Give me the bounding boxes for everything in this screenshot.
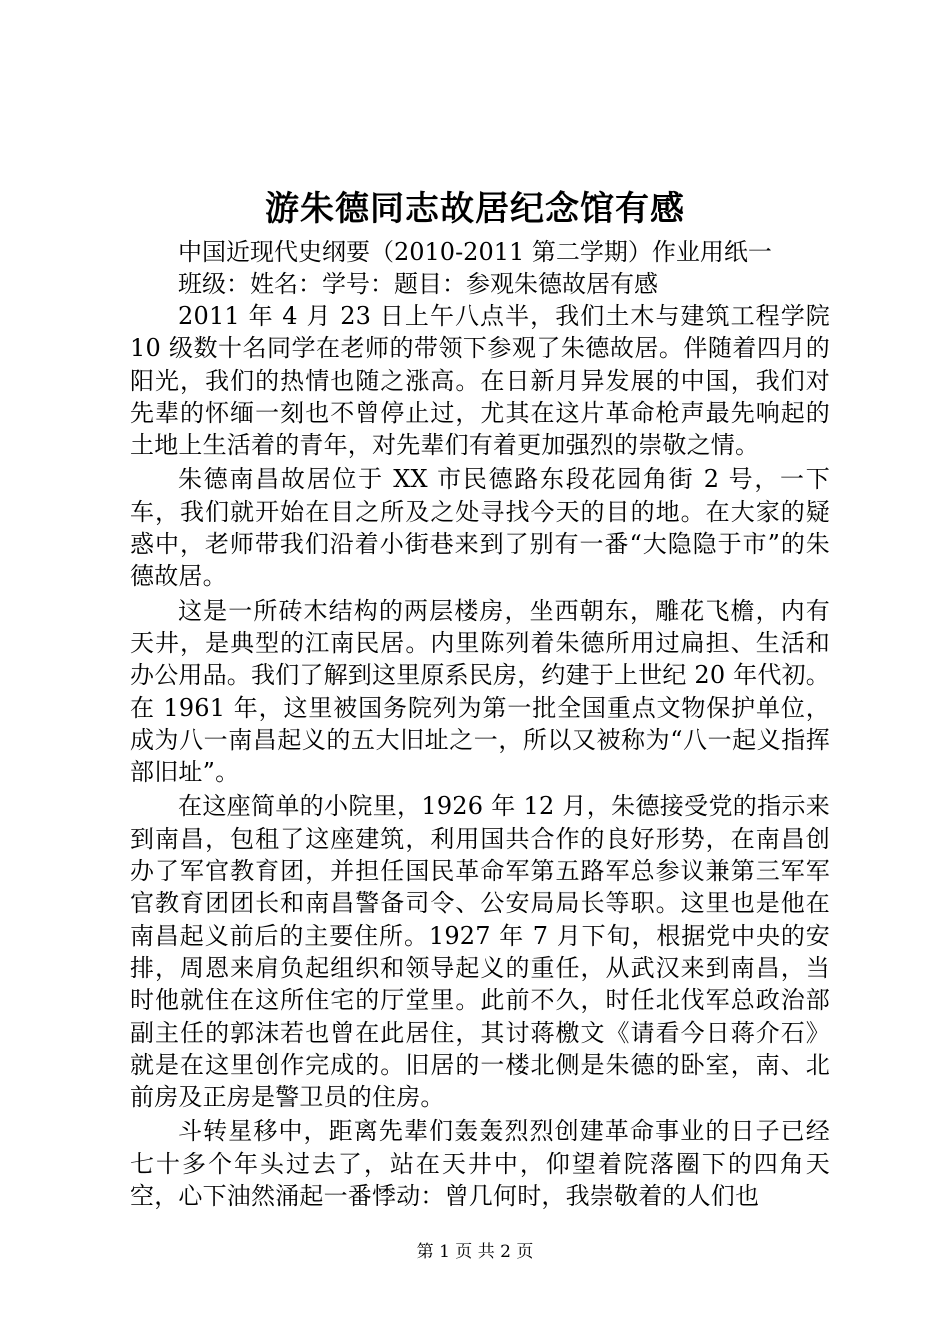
paragraph-4: 在这座简单的小院里，1926 年 12 月，朱德接受党的指示来到南昌，包租了这座建筑，利用国共合作的良好形势，在南昌创办了军官教育团，并担任国民革命军第五路军总参议兼第三军军官教育团团长和南昌警备司令、公安局局长等职。这里也是他在南昌起义前后的主要住所。1927 年 7 月下旬，根据党中央的安排，周恩来肩负起组织和领导起义的重任，从武汉来到南昌，当时他就住在这所住宅的厅堂里。此前不久，时任北伐军总政治部副主任的郭沫若也曾在此居住，其讨蒋檄文《请看今日蒋介石》就是在这里创作完成的。旧居的一楼北侧是朱德的卧室，南、北前房及正房是警卫员的住房。 (130, 792, 830, 1112)
document-body (130, 236, 830, 1214)
paragraph-2: 朱德南昌故居位于 XX 市民德路东段花园角街 2 号，一下车，我们就开始在目之所及之处寻找今天的目的地。在大家的疑惑中，老师带我们沿着小街巷来到了别有一番“大隐隐于市”的朱德故居。 (130, 465, 830, 591)
page-footer: 第 1 页 共 2 页 (416, 1242, 534, 1262)
student-info-line: 班级：姓名：学号：题目：参观朱德故居有感 (178, 270, 658, 298)
paragraph-3: 这是一所砖木结构的两层楼房，坐西朝东，雕花飞檐，内有天井，是典型的江南民居。内里陈列着朱德所用过扁担、生活和办公用品。我们了解到这里原系民房，约建于上世纪 20 年代初。在 1961 年，这里被国务院列为第一批全国重点文物保护单位，成为八一南昌起义的五大旧址之一，所以又被称为“八一起义指挥部旧址”。 (130, 596, 830, 787)
course-header-line: 中国近现代史纲要（2010-2011 第二学期）作业用纸一 (178, 238, 772, 266)
paragraph-5: 斗转星移中，距离先辈们轰轰烈烈创建革命事业的日子已经七十多个年头过去了，站在天井中，仰望着院落圈下的四角天空，心下油然涌起一番悸动：曾几何时，我崇敬着的人们也 (130, 1117, 830, 1211)
document-title: 游朱德同志故居纪念馆有感 (265, 189, 685, 229)
paragraph-1: 2011 年 4 月 23 日上午八点半，我们土木与建筑工程学院 10 级数十名同学在老师的带领下参观了朱德故居。伴随着四月的阳光，我们的热情也随之涨高。在日新月异发展的中国，我们对先辈的怀缅一刻也不曾停止过，尤其在这片革命枪声最先响起的土地上生活着的青年，对先辈们有着更加强烈的崇敬之情。 (130, 302, 830, 460)
